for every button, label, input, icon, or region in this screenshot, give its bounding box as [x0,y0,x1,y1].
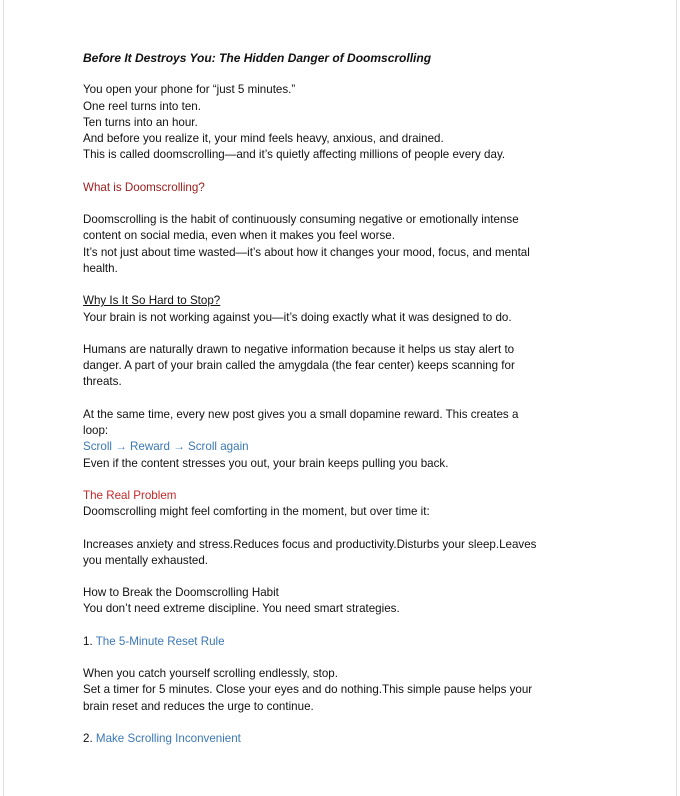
document-page [3,0,677,796]
intro-line: Ten turns into an hour. [83,115,198,129]
spacer [83,66,623,82]
loop-chain: Scroll → Reward → Scroll again [83,440,249,454]
loop-after: Even if the content stresses you out, your brain keeps pulling you back. [83,456,449,470]
spacer [83,618,623,634]
tip-1-heading [83,634,623,650]
intro-paragraph [83,82,623,163]
document-body [83,50,623,747]
tip-1-line: When you catch yourself scrolling endlessly, stop. [83,667,338,681]
intro-line: One reel turns into ten. [83,99,201,113]
spacer [83,164,623,180]
spacer [83,196,623,212]
break-heading: How to Break the Doomscrolling Habit [83,586,279,600]
what-line: It’s not just about time wasted—it’s about how it changes your mood, focus, and mental [83,245,530,259]
tip-1-paragraph [83,666,623,715]
intro-line: This is called doomscrolling—and it’s quietly affecting millions of people every day. [83,148,506,162]
problem-heading: The Real Problem [83,488,177,502]
intro-line: And before you realize it, your mind feels heavy, anxious, and drained. [83,132,444,146]
loop-line: At the same time, every new post gives you a small dopamine reward. This creates a [83,407,519,421]
spacer [83,472,623,488]
tip-1-line: Set a timer for 5 minutes. Close your eyes and do nothing.This simple pause helps your [83,683,533,697]
what-line: Doomscrolling is the habit of continuously consuming negative or emotionally intense [83,213,519,227]
spacer [83,569,623,585]
what-heading: What is Doomscrolling? [83,180,205,194]
what-line: content on social media, even when it makes you feel worse. [83,229,395,243]
document-title: Before It Destroys You: The Hidden Danger of Doomscrolling [83,51,432,65]
tip-1-number: 1. [83,634,93,648]
what-line: health. [83,261,118,275]
effects-paragraph [83,537,623,570]
why-heading: Why Is It So Hard to Stop? [83,294,221,308]
problem-line: Doomscrolling might feel comforting in the moment, but over time it: [83,505,430,519]
spacer [83,326,623,342]
loop-line: loop: [83,424,109,438]
spacer [83,391,623,407]
tip-1-line: brain reset and reduces the urge to continue. [83,699,314,713]
loop-paragraph [83,407,623,472]
tip-2-title: Make Scrolling Inconvenient [95,731,241,745]
why-line: Your brain is not working against you—it’s doing exactly what it was designed to do. [83,310,512,324]
tip-2-heading [83,731,623,747]
why-body-line: Humans are naturally drawn to negative information because it helps us stay alert to [83,342,515,356]
effects-line: Increases anxiety and stress.Reduces focus and productivity.Disturbs your sleep.Leaves [83,537,537,551]
intro-line: You open your phone for “just 5 minutes.” [83,83,296,97]
why-paragraph [83,342,623,391]
effects-line: you mentally exhausted. [83,553,209,567]
why-body-line: danger. A part of your brain called the amygdala (the fear center) keeps scanning for [83,359,515,373]
why-body-line: threats. [83,375,122,389]
tip-1-title: The 5-Minute Reset Rule [95,634,225,648]
tip-2-number: 2. [83,731,93,745]
spacer [83,521,623,537]
break-line: You don’t need extreme discipline. You need smart strategies. [83,602,400,616]
spacer [83,650,623,666]
spacer [83,277,623,293]
spacer [83,715,623,731]
what-paragraph [83,212,623,277]
